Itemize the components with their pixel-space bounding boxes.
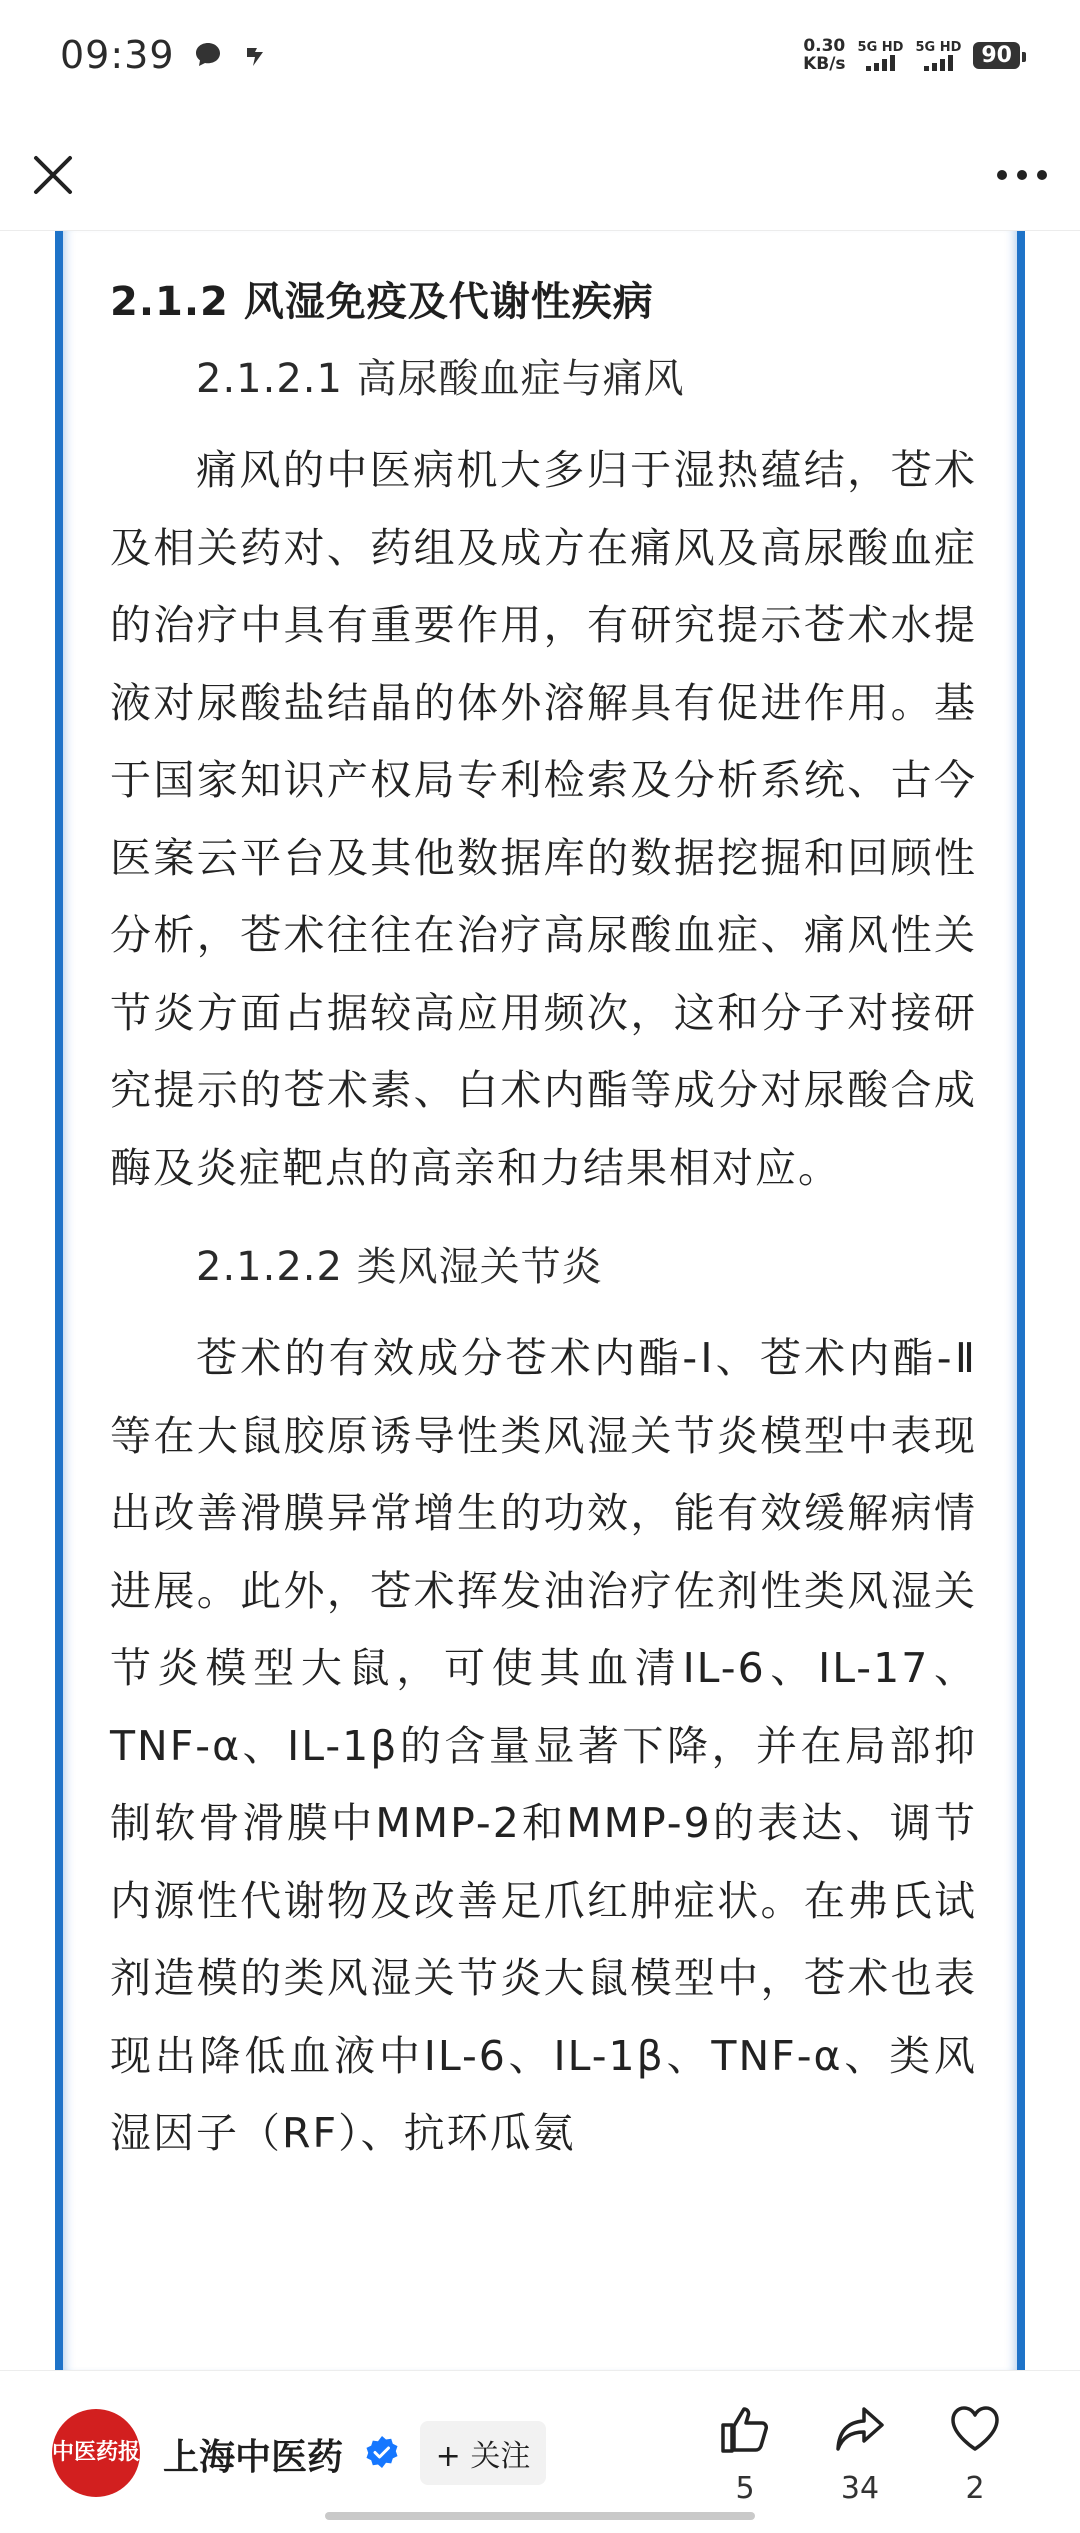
close-icon[interactable]	[28, 150, 78, 200]
article-paragraph: 痛风的中医病机大多归于湿热蕴结，苍术及相关药对、药组及成方在痛风及高尿酸血症的治疗中具有重要作用，有研究提示苍术水提液对尿酸盐结晶的体外溶解具有促进作用。基于国家知识产权局专利检索及分析系统、古今医案云平台及其他数据库的数据挖掘和回顾性分析，苍术往往在治疗高尿酸血症、痛风性关节炎方面占据较高应用频次，这和分子对接研究提示的苍术素、白术内酯等成分对尿酸合成酶及炎症靶点的高亲和力结果相对应。	[110, 446, 977, 1192]
battery-indicator: 90	[973, 42, 1020, 69]
status-bar	[0, 0, 1080, 110]
network-speed	[803, 37, 845, 73]
section-heading: 2.1.2 风湿免疫及代谢性疾病	[110, 279, 654, 325]
thumbs-up-icon	[717, 2401, 773, 2457]
sim2-signal	[915, 40, 961, 71]
sim2-label: 5G HD	[915, 39, 962, 55]
clock: 09:39	[60, 33, 175, 77]
account-name[interactable]: 上海中医药	[163, 2437, 344, 2478]
verified-badge-icon	[365, 2435, 399, 2469]
message-bubble-icon	[193, 40, 223, 70]
favorite-count: 2	[965, 2471, 985, 2506]
sim1-signal	[858, 40, 904, 71]
follow-button[interactable]: + 关注	[420, 2421, 546, 2485]
signal-icon	[866, 55, 895, 71]
share-button[interactable]	[815, 2401, 905, 2506]
favorite-button[interactable]	[930, 2401, 1020, 2506]
heart-icon	[947, 2401, 1003, 2457]
subsection-heading: 2.1.2.2 类风湿关节炎	[196, 1244, 603, 1290]
status-right	[803, 37, 1020, 73]
notification-icon	[241, 40, 271, 70]
article-paragraph: 苍术的有效成分苍术内酯-Ⅰ、苍术内酯-Ⅱ等在大鼠胶原诱导性类风湿关节炎模型中表现出改善滑膜异常增生的功效，能有效缓解病情进展。此外，苍术挥发油治疗佐剂性类风湿关节炎模型大鼠，可使其血清IL-6、IL-17、TNF-α、IL-1β的含量显著下降，并在局部抑制软骨滑膜中MMP-2和MMP-9的表达、调节内源性代谢物及改善足爪红肿症状。在弗氏试剂造模的类风湿关节炎大鼠模型中，苍术也表现出降低血液中IL-6、IL-1β、TNF-α、类风湿因子（RF）、抗环瓜氨	[110, 1334, 977, 2157]
top-nav-bar	[0, 110, 1080, 231]
status-left	[60, 33, 271, 77]
sim1-label: 5G HD	[857, 39, 904, 55]
logo-text: 中医药报	[52, 2440, 141, 2465]
home-indicator[interactable]	[325, 2512, 755, 2520]
subsection-heading: 2.1.2.1 高尿酸血症与痛风	[196, 356, 685, 402]
account-logo[interactable]	[52, 2409, 140, 2497]
share-icon	[832, 2401, 888, 2457]
like-button[interactable]	[700, 2401, 790, 2506]
more-dots-icon[interactable]	[992, 150, 1052, 200]
article-body	[63, 135, 1017, 2201]
bottom-action-bar	[0, 2370, 1080, 2533]
net-speed-unit: KB/s	[803, 54, 846, 74]
article-frame	[55, 230, 1025, 2370]
share-count: 34	[840, 2471, 880, 2506]
net-speed-value: 0.30	[803, 36, 846, 56]
signal-icon	[924, 55, 953, 71]
like-count: 5	[735, 2471, 755, 2506]
